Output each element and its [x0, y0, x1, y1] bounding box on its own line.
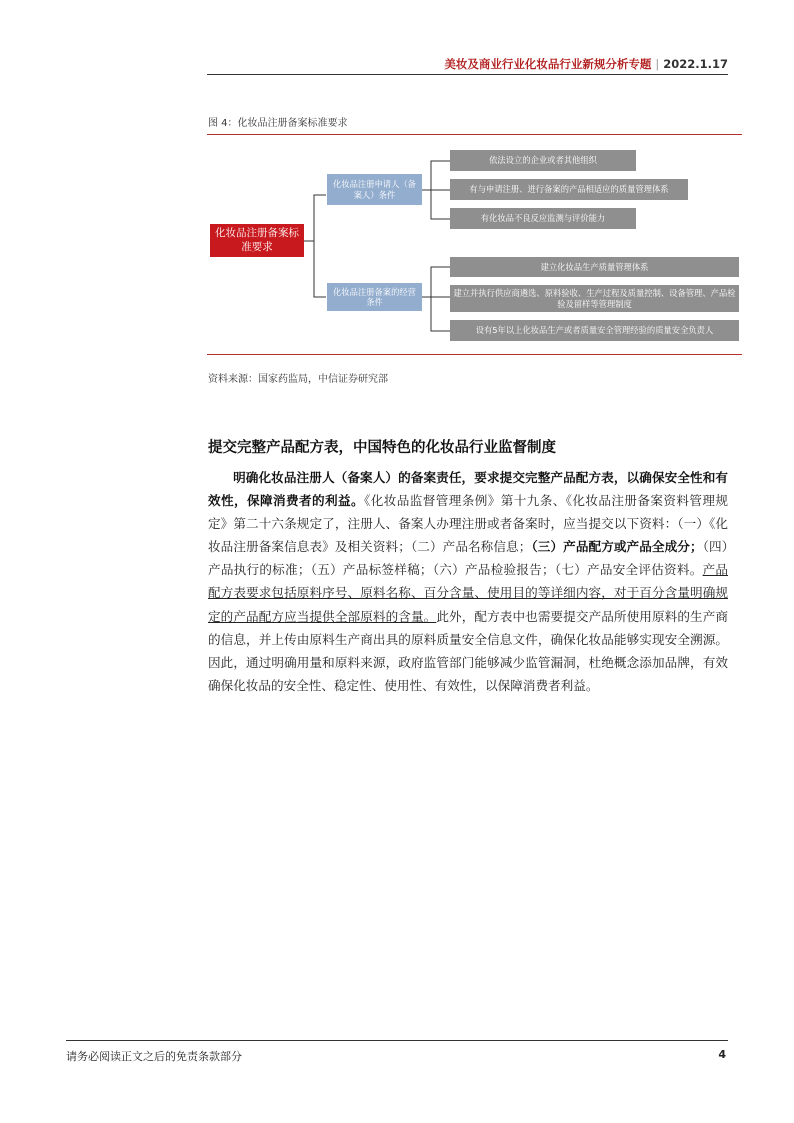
figure-source: 资料来源：国家药监局，中信证券研究部 — [208, 374, 388, 385]
connector-root-branch-2 — [314, 241, 326, 297]
underlined-requirement: 产品配方表要求包括原料序号、原料名称、百分含量、使用目的等详细内容，对于百分含量明确规定的产品配方应当提供全部原料的含量。 — [208, 562, 728, 624]
footer-divider — [66, 1040, 728, 1041]
connector-branch-1-leaf-3 — [431, 190, 450, 219]
diagram-leaf-node: 有与申请注册、进行备案的产品相适应的质量管理体系 — [450, 179, 688, 200]
figure-caption: 图 4：化妆品注册备案标准要求 — [208, 118, 348, 129]
figure-bottom-rule — [207, 354, 742, 355]
report-title: 美妆及商业行业化妆品行业新规分析专题 — [444, 57, 652, 71]
diagram-leaf-node: 依法设立的企业或者其他组织 — [450, 150, 636, 171]
paragraph-text: 《化妆品监督管理条例》第十九条、《化妆品注册备案资料管理规定》第二十六条规定了，注册人、备案人办理注册或者备案时，应当提交以下资料：（一）《化妆品注册备案信息表》及相关资料；（二）产品名称信息； — [208, 493, 728, 555]
diagram-root-node: 化妆品注册备案标准要求 — [210, 224, 304, 257]
header-divider — [207, 74, 728, 75]
connector-branch-1-leaf-1 — [422, 161, 450, 190]
section-heading: 提交完整产品配方表，中国特色的化妆品行业监督制度 — [208, 440, 556, 456]
paragraph-text: （四）产品执行的标准；（五）产品标签样稿；（六）产品检验报告；（七）产品安全评估资料。 — [208, 539, 729, 578]
footer-disclaimer: 请务必阅读正文之后的免责条款部分 — [66, 1050, 242, 1063]
connector-root-branch-1 — [304, 195, 326, 241]
bold-item: （三）产品配方或产品全成分； — [531, 539, 703, 555]
diagram-branch-node-applicant: 化妆品注册申请人（备案人）条件 — [327, 174, 422, 205]
diagram-leaf-node: 建立化妆品生产质量管理体系 — [450, 257, 739, 277]
figure-top-rule — [207, 134, 742, 135]
body-paragraph — [208, 466, 728, 697]
report-header — [444, 56, 728, 72]
connector-branch-2-leaf-3 — [431, 297, 450, 331]
page-number: 4 — [718, 1048, 726, 1061]
diagram-branch-node-operating: 化妆品注册备案的经营条件 — [327, 283, 422, 311]
report-date: 2022.1.17 — [663, 57, 728, 71]
lead-sentence: 明确化妆品注册人（备案人）的备案责任，要求提交完整产品配方表，以确保安全性和有效性，保障消费者的利益。 — [208, 470, 728, 509]
diagram-leaf-node: 建立并执行供应商遴选、原料验收、生产过程及质量控制、设备管理、产品检验及留样等管理制度 — [450, 285, 739, 312]
connector-branch-2-leaf-1 — [422, 267, 450, 297]
diagram-leaf-node: 设有5年以上化妆品生产或者质量安全管理经验的质量安全负责人 — [450, 320, 739, 341]
header-separator: | — [655, 57, 660, 71]
paragraph-text: 此外，配方表中也需要提交产品所使用原料的生产商的信息，并上传由原料生产商出具的原料质量安全信息文件，确保化妆品能够实现安全溯源。因此，通过明确用量和原料来源，政府监管部门能够减少监管漏洞，杜绝概念添加品牌，有效确保化妆品的安全性、稳定性、使用性、有效性，以保障消费者利益。 — [208, 608, 729, 693]
diagram-leaf-node: 有化妆品不良反应监测与评价能力 — [450, 208, 636, 229]
